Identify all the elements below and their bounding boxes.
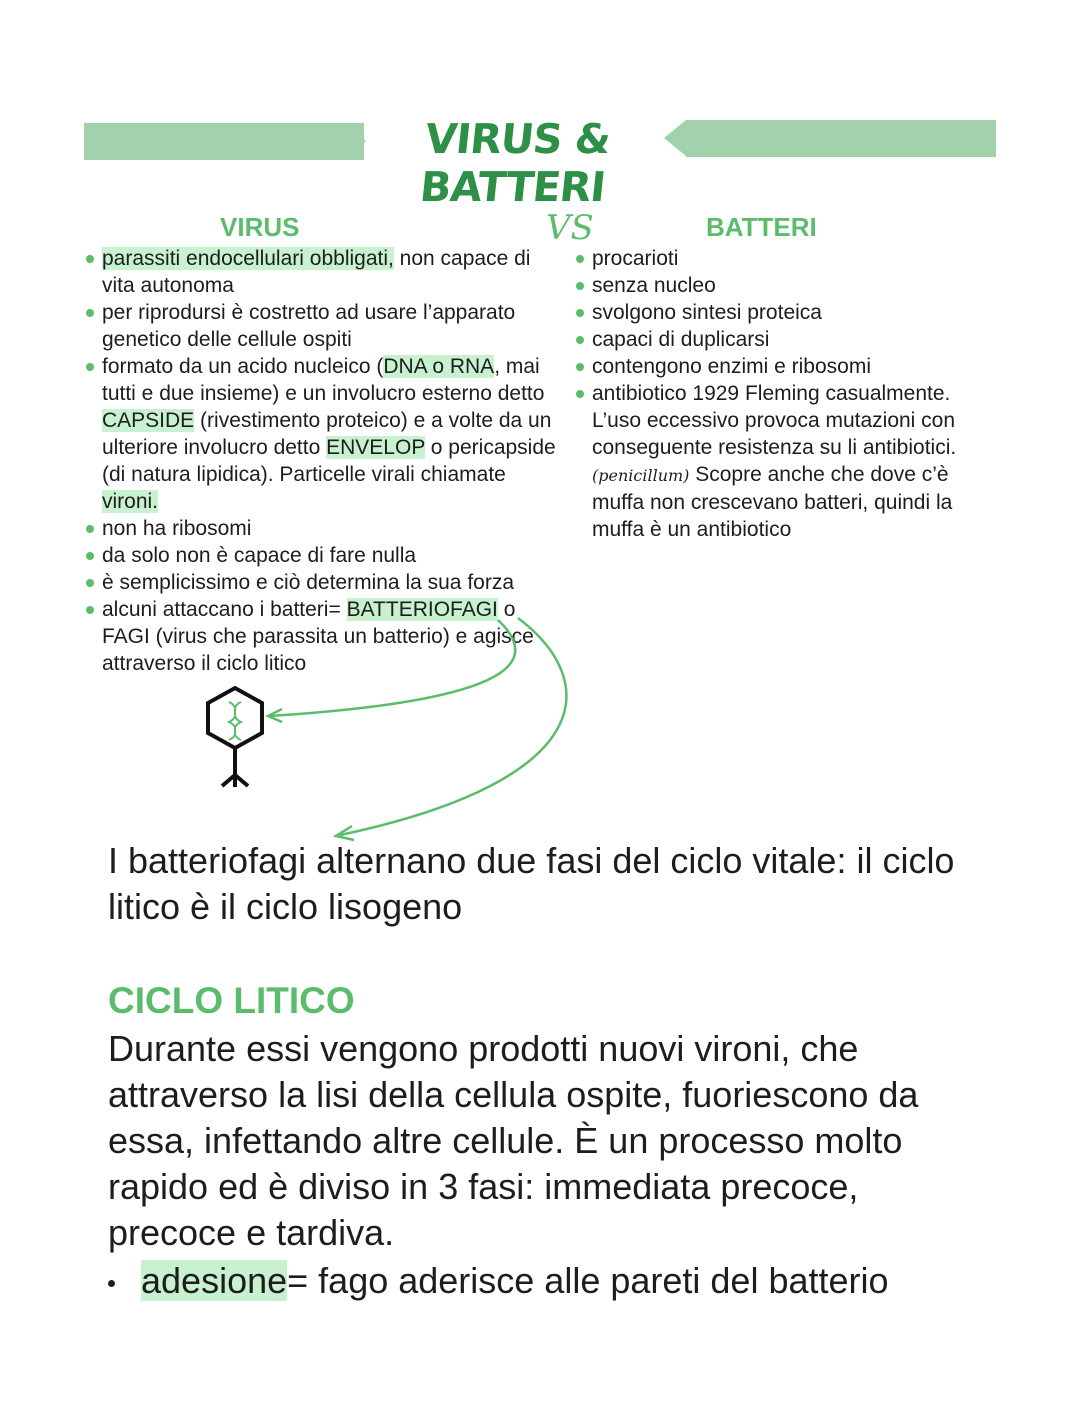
section-title: CICLO LITICO [108, 980, 355, 1021]
list-text: capaci di duplicarsi [592, 328, 770, 351]
bullet-term: adesione [141, 1260, 288, 1301]
list-text: , mai tutti e due insieme) e un involucro esterno detto [102, 355, 545, 405]
list-text: antibiotico 1929 Fleming casualmente. L’uso eccessivo provoca mutazioni con conseguente resistenza su li antibiotici. [592, 382, 957, 459]
highlighted-term: ENVELOP [326, 436, 425, 459]
bullet-definition: = fago aderisce alle pareti del batterio [287, 1260, 889, 1301]
highlighted-term: DNA o RNA [383, 355, 495, 378]
arrow-to-phage [270, 620, 515, 716]
bullet-dot [108, 1280, 115, 1287]
highlighted-term: CAPSIDE [102, 409, 195, 432]
page-title: VIRUS & BATTERI [417, 115, 613, 211]
list-text: senza nucleo [592, 274, 716, 297]
list-text: per riprodursi è costretto ad usare l’apparato genetico delle cellule ospiti [102, 301, 516, 351]
list-text: (rivestimento proteico) e a volte da un ulteriore involucro detto [102, 409, 552, 459]
section-body: Durante essi vengono prodotti nuovi vironi, che attraverso la lisi della cellula ospite, fuoriescono da essa, infettando altre cellule. È un processo molto rapido ed è diviso in 3 fasi: immediata precoce, precoce e tardiva. [108, 1028, 919, 1253]
list-text: Scopre anche che dove c’è muffa non crescevano batteri, quindi la muffa è un antibiotico [592, 463, 953, 541]
list-text: o pericapside (di natura lipidica). Particelle virali chiamate [102, 436, 556, 486]
handwritten-note: (penicillum) [592, 466, 690, 485]
arrow-to-intro [340, 618, 566, 835]
highlighted-term: parassiti endocellulari obbligati, [102, 247, 394, 270]
list-text: svolgono sintesi proteica [592, 301, 822, 324]
list-text: formato da un acido nucleico ( [102, 355, 384, 378]
list-text: non capace di vita autonoma [102, 247, 531, 297]
list-text: è semplicissimo e ciò determina la sua forza [102, 571, 515, 594]
virus-heading: VIRUS [220, 212, 300, 242]
highlighted-term: BATTERIOFAGI [346, 598, 498, 621]
highlighted-term: vironi. [102, 490, 159, 513]
list-text: da solo non è capace di fare nulla [102, 544, 417, 567]
intro-paragraph: I batteriofagi alternano due fasi del ciclo vitale: il ciclo litico è il ciclo lisogeno [108, 840, 955, 927]
section-bullet [108, 1258, 1008, 1304]
list-text: non ha ribosomi [102, 517, 252, 540]
list-text: alcuni attaccano i batteri= [102, 598, 347, 621]
list-text: procarioti [592, 247, 679, 270]
list-text: o FAGI (virus che parassita un batterio) e agisce attraverso il ciclo litico [102, 598, 534, 675]
bacteriophage-icon [208, 688, 262, 787]
bacteria-heading: BATTERI [706, 212, 817, 242]
list-text: contengono enzimi e ribosomi [592, 355, 871, 378]
vs-label: VS [546, 208, 594, 248]
